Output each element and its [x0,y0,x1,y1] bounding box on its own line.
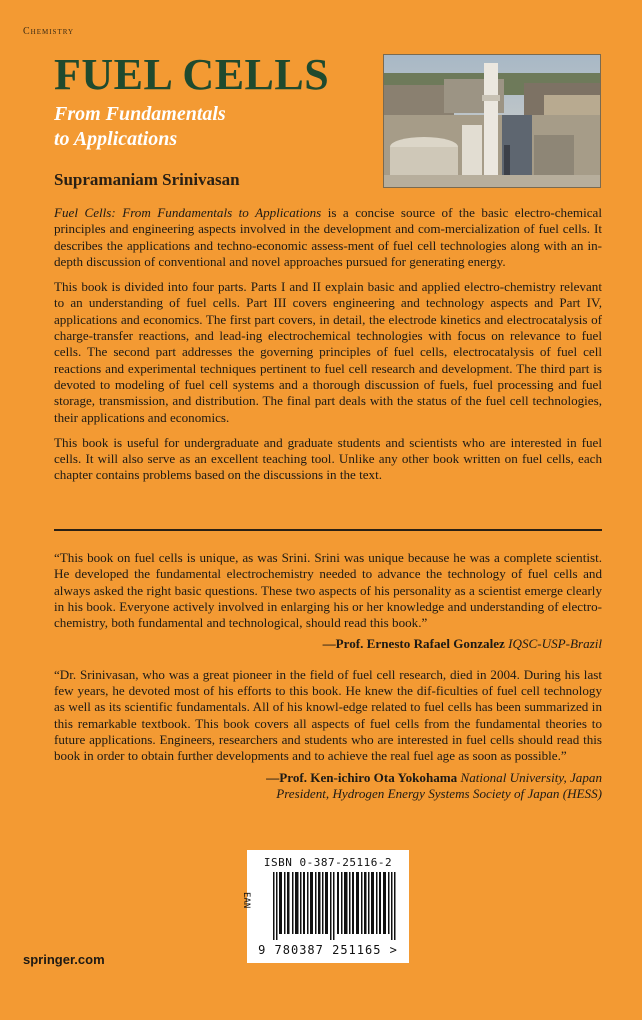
endorser-name-1: —Prof. Ernesto Rafael Gonzalez [322,636,505,652]
description-paragraph-2: This book is divided into four parts. Parts I and II explain basic and applied electro-chemistry relevant to an understanding of fuel cells. Part III covers engineering and technology aspects and Part IV, applications and economics. The first part covers, in detail, the electrode kinetics and electrocatalysis of charge-transfer reactions, and lead-ing electrochemical technologies with focus on relevance to fuel cells. The second part addresses the governing principles of fuel cells, electrocatalysis of fuel cell reactions and experimental techniques pertinent to fuel cell research and development. The third part is devoted to modeling of fuel cell systems and a thorough discussion of fuels, fuel processing and fuel storage, transmission, and distribution. The final part deals with the status of the fuel cell technologies, their applications and economics. [54,279,602,425]
category-label: Chemistry [23,26,75,37]
isbn-barcode [241,850,409,963]
description-paragraph-1-text: is a concise source of the basic electro-chemical principles and engineering aspects involved in the development and com-mercialization of fuel cells. It describes the applications and techno-economic assess-ment of fuel cell technologies along with an in-depth discussion of conventional and novel approaches pursued for generating energy. [54,205,602,269]
book-subtitle [54,102,354,152]
fuel-cell-plant-photo [383,54,601,188]
ean-label: EAN [241,892,251,909]
publisher-url[interactable]: springer.com [23,952,105,967]
plant-photo-illustration [384,55,600,187]
barcode-bars [271,872,401,940]
book-title: FUEL CELLS [54,50,330,99]
description-paragraph-1 [54,205,602,270]
author-name: Supramaniam Srinivasan [54,170,240,189]
endorsement-quote-1: “This book on fuel cells is unique, as was Srini. Srini was unique because he was a complete scientist. He developed the fundamental electrochemistry needed to advance the technology of fuel cells and always asked the right basic questions. These two aspects of his personality as a scientist emerge clearly in his book. Everyone actively involved in enlarging his or her knowledge and understanding of electro-chemistry, both fundamental and technological, should read this book.” [54,550,602,631]
ean-number: 9 780387 251165 > [258,943,398,957]
subtitle-line-2: to Applications [54,128,178,150]
description [54,205,602,493]
description-book-title: Fuel Cells: From Fundamentals to Applications [54,205,322,220]
description-paragraph-3: This book is useful for undergraduate and graduate students and scientists who are interested in fuel cells. It will also serve as an excellent teaching tool. Unlike any other book written on fuel cells, each chapter contains problems based on the discussions in the text. [54,434,602,483]
endorser-name-2: —Prof. Ken-ichiro Ota Yokohama [266,769,458,785]
section-divider [54,529,602,531]
endorsement-attribution-1 [54,636,602,652]
endorser-affiliation-2: National University, Japan [460,769,602,785]
endorsements [54,550,602,816]
endorsement-attribution-2 [54,770,602,803]
subtitle-line-1: From Fundamentals [54,103,226,125]
isbn-number: ISBN 0-387-25116-2 [263,856,393,869]
endorser-affiliation-1: IQSC-USP-Brazil [508,636,602,652]
endorsement-quote-2: “Dr. Srinivasan, who was a great pioneer in the field of fuel cell research, died in 2004. During his last few years, he devoted most of his efforts to this book. He knew the dif-ficulties of fuel cell technology as well as its scientific fundamentals. All of his knowl-edge related to fuel cells has been summarized in this remarkable textbook. This book covers all aspects of fuel cells from the fundamental theories to future applications. Engineers, researchers and students who are interested in fuel cells should read this book in order to obtain further developments and to achieve the real fuel age as soon as possible.” [54,666,602,764]
endorser-title-2: President, Hydrogen Energy Systems Society of Japan (HESS) [276,785,602,801]
